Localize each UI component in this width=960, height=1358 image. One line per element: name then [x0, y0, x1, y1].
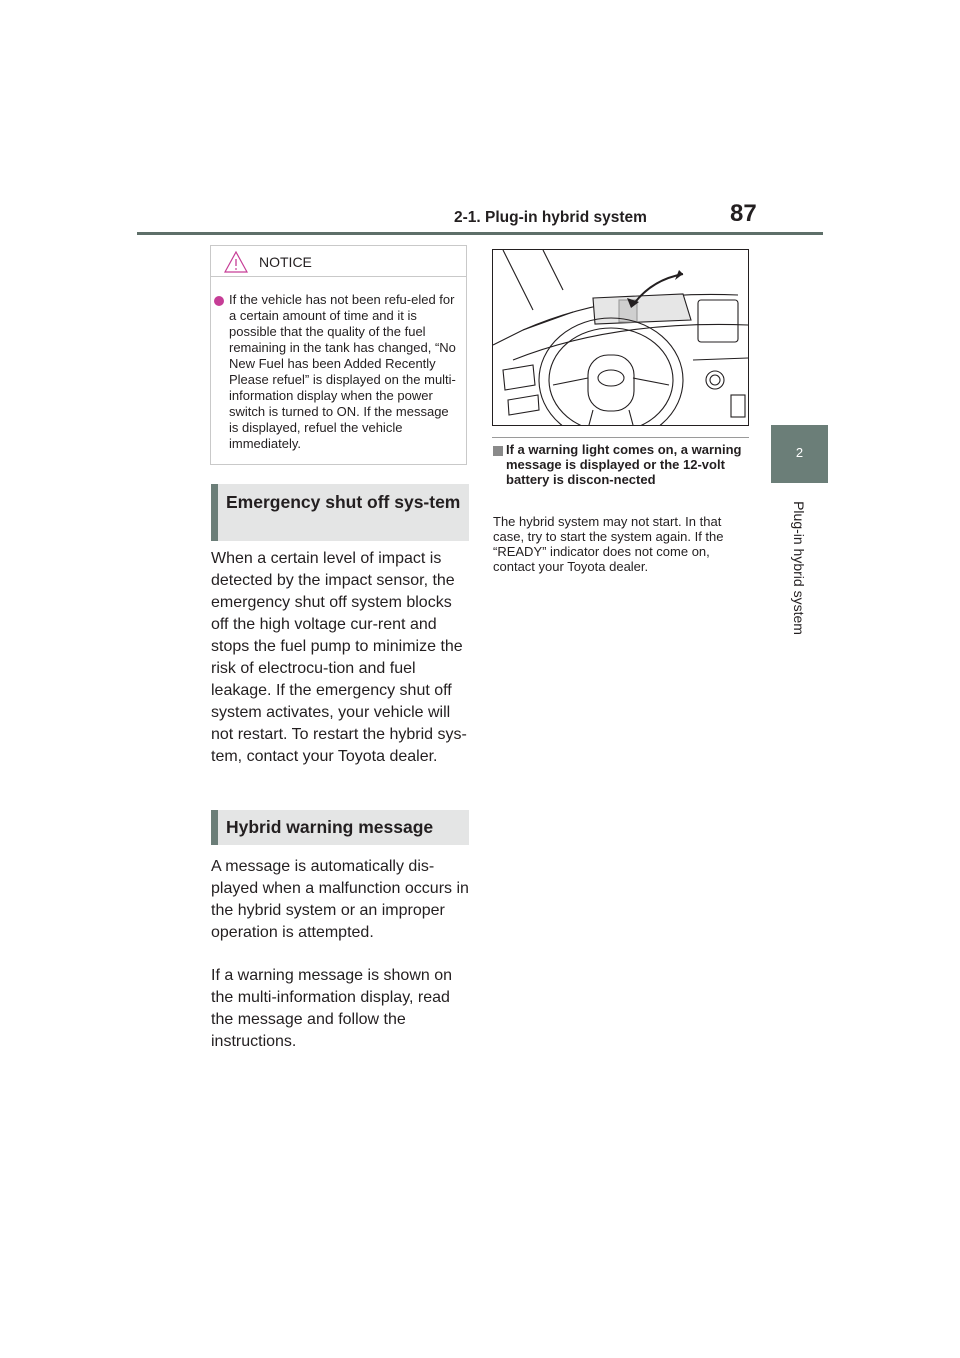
notice-header [210, 245, 467, 277]
paragraph-emergency-shut-off: When a certain level of impact is detected by the impact sensor, the emergency shut off system blocks off the high voltage cur-rent and stops the fuel pump to minimize the risk of electrocu-tion and fuel leakage. If the emergency shut off system activates, your vehicle will not restart. To restart the hybrid sys-tem, contact your Toyota dealer. [211, 550, 467, 765]
paragraph-hybrid-warning-1: A message is automatically dis-played when a malfunction occurs in the hybrid system or an improper operation is attempted. [211, 858, 469, 941]
chapter-label: Plug-in hybrid system [791, 501, 807, 635]
divider [492, 437, 749, 438]
text-warning-light: The hybrid system may not start. In that case, try to start the system again. If the “READY” indicator does not come on, contact your Toyota dealer. [493, 514, 724, 574]
section-title: 2-1. Plug-in hybrid system [454, 209, 647, 226]
bullet-icon [214, 296, 224, 306]
page-number: 87 [730, 200, 757, 227]
square-bullet-icon [493, 446, 503, 456]
notice-text: If the vehicle has not been refu-eled for a certain amount of time and it is possible that the quality of the fuel remaining in the tank has changed, “No New Fuel has been Added Recently Please refuel” is displayed on the multi-information display when the power switch is turned to ON. If the message is displayed, refuel the vehicle immediately. [229, 292, 456, 451]
dashboard-illustration [492, 249, 749, 426]
paragraph-hybrid-warning-2: If a warning message is shown on the multi-information display, read the message and follow the instructions. [211, 967, 453, 1050]
chapter-number: 2 [795, 445, 804, 460]
notice-title: NOTICE [259, 254, 312, 270]
header-rule [137, 232, 823, 235]
subheading-warning-light: If a warning light comes on, a warning message is displayed or the 12-volt battery is discon-nected [506, 442, 742, 487]
heading-hybrid-warning: Hybrid warning message [211, 810, 469, 845]
warning-triangle-icon [224, 251, 248, 273]
dashboard-drawing [493, 250, 748, 425]
heading-emergency-shut-off: Emergency shut off sys-tem [211, 484, 469, 541]
